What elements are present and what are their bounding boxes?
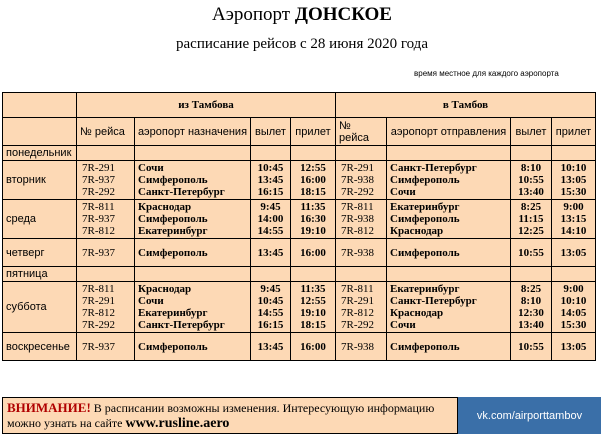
to-arrival-times-line: 14:10 — [560, 225, 587, 237]
schedule-row — [3, 146, 596, 161]
day-label: пятница — [3, 267, 77, 282]
to-departure-times-line: 12:30 — [518, 307, 544, 319]
to-arrival-times — [552, 200, 596, 239]
to-flight-numbers-line: 7R-811 — [341, 201, 374, 213]
col-destination-airport: аэропорт назначения — [135, 118, 251, 146]
col-flight-number: № рейса — [77, 118, 135, 146]
to-tambov-header: в Тамбов — [336, 93, 596, 118]
from-departure-times-line: 14:55 — [257, 307, 284, 319]
from-departure-times — [251, 146, 291, 161]
from-departure-times-line: 13:45 — [257, 174, 284, 186]
schedule-row — [3, 282, 596, 333]
from-arrival-times-line: 19:10 — [300, 307, 326, 319]
to-flight-numbers — [336, 239, 387, 267]
to-arrival-times-line: 10:10 — [560, 295, 587, 307]
from-destination-airports-line: Симферополь — [138, 340, 208, 353]
website-link[interactable]: www.rusline.aero — [125, 416, 230, 431]
to-origin-airports — [387, 200, 511, 239]
to-origin-airports-line: Екатеринбург — [390, 201, 460, 213]
to-origin-airports-line: Симферополь — [390, 340, 460, 353]
to-flight-numbers-line: 7R-812 — [341, 307, 374, 319]
to-flight-numbers — [336, 282, 387, 333]
to-origin-airports-line: Симферополь — [390, 174, 460, 186]
from-flight-numbers-line: 7R-812 — [82, 307, 115, 319]
from-arrival-times-line: 11:35 — [300, 283, 326, 295]
to-departure-times — [511, 282, 552, 333]
from-destination-airports-line: Сочи — [138, 162, 164, 174]
col-departure: вылет — [251, 118, 291, 146]
schedule-row — [3, 239, 596, 267]
to-arrival-times-line: 13:05 — [560, 340, 587, 353]
from-destination-airports — [135, 267, 251, 282]
to-departure-times — [511, 333, 552, 361]
to-origin-airports — [387, 239, 511, 267]
day-label: вторник — [3, 161, 77, 200]
to-arrival-times-line: 14:05 — [560, 307, 587, 319]
from-arrival-times — [291, 282, 336, 333]
to-arrival-times-line: 9:00 — [563, 283, 584, 295]
to-flight-numbers — [336, 161, 387, 200]
from-departure-times — [251, 239, 291, 267]
from-arrival-times-line: 16:00 — [300, 246, 326, 259]
to-origin-airports-line: Екатеринбург — [390, 283, 460, 295]
from-flight-numbers-line: 7R-937 — [82, 174, 115, 186]
to-origin-airports — [387, 282, 511, 333]
from-flight-numbers — [77, 333, 135, 361]
to-flight-numbers-line: 7R-938 — [341, 340, 374, 353]
to-origin-airports-line: Краснодар — [390, 225, 444, 237]
from-flight-numbers-line: 7R-811 — [82, 283, 115, 295]
from-flight-numbers-line: 7R-937 — [82, 340, 115, 353]
day-label: среда — [3, 200, 77, 239]
from-arrival-times-line: 11:35 — [300, 201, 326, 213]
to-flight-numbers — [336, 267, 387, 282]
from-departure-times-line: 13:45 — [257, 340, 284, 353]
from-flight-numbers — [77, 239, 135, 267]
from-destination-airports-line: Сочи — [138, 295, 164, 307]
to-flight-numbers — [336, 333, 387, 361]
from-departure-times — [251, 333, 291, 361]
from-flight-numbers — [77, 267, 135, 282]
to-departure-times-line: 10:55 — [518, 246, 544, 259]
day-label: суббота — [3, 282, 77, 333]
from-destination-airports-line: Симферополь — [138, 246, 208, 259]
to-origin-airports-line: Краснодар — [390, 307, 444, 319]
to-flight-numbers-line: 7R-292 — [341, 319, 374, 331]
from-flight-numbers-line: 7R-292 — [82, 319, 115, 331]
schedule-row — [3, 267, 596, 282]
from-destination-airports — [135, 161, 251, 200]
schedule-row — [3, 333, 596, 361]
warning-label: ВНИМАНИЕ! — [7, 400, 91, 415]
from-arrival-times — [291, 239, 336, 267]
col-origin-airport: аэропорт отправления — [387, 118, 511, 146]
from-arrival-times — [291, 146, 336, 161]
day-label: понедельник — [3, 146, 77, 161]
to-departure-times — [511, 161, 552, 200]
from-departure-times-line: 16:15 — [257, 186, 284, 198]
day-label: воскресенье — [3, 333, 77, 361]
from-flight-numbers-line: 7R-812 — [82, 225, 115, 237]
from-flight-numbers — [77, 282, 135, 333]
from-departure-times — [251, 200, 291, 239]
from-arrival-times — [291, 267, 336, 282]
from-departure-times-line: 13:45 — [257, 246, 284, 259]
to-departure-times-line: 10:55 — [518, 174, 544, 186]
to-origin-airports-line: Симферополь — [390, 246, 460, 259]
from-flight-numbers — [77, 200, 135, 239]
to-flight-numbers-line: 7R-292 — [341, 186, 374, 198]
schedule-table — [2, 92, 596, 361]
from-destination-airports — [135, 200, 251, 239]
to-origin-airports — [387, 161, 511, 200]
from-destination-airports — [135, 239, 251, 267]
to-flight-numbers-line: 7R-811 — [341, 283, 374, 295]
from-flight-numbers-line: 7R-292 — [82, 186, 115, 198]
to-departure-times-line: 13:40 — [518, 319, 544, 331]
from-destination-airports-line: Санкт-Петербург — [138, 319, 225, 331]
from-arrival-times-line: 16:00 — [300, 174, 326, 186]
from-destination-airports-line: Краснодар — [138, 283, 192, 295]
schedule-row — [3, 161, 596, 200]
to-arrival-times-line: 9:00 — [563, 201, 584, 213]
vk-link[interactable]: vk.com/airporttambov — [458, 397, 601, 434]
to-arrival-times — [552, 239, 596, 267]
to-arrival-times — [552, 333, 596, 361]
to-departure-times — [511, 239, 552, 267]
from-flight-numbers-line: 7R-291 — [82, 295, 115, 307]
from-arrival-times-line: 19:10 — [300, 225, 326, 237]
from-destination-airports-line: Симферополь — [138, 174, 208, 186]
to-flight-numbers-line: 7R-938 — [341, 174, 374, 186]
corner-cell — [3, 93, 77, 118]
from-flight-numbers-line: 7R-937 — [82, 213, 115, 225]
from-destination-airports-line: Симферополь — [138, 213, 208, 225]
from-arrival-times-line: 12:55 — [300, 295, 326, 307]
from-departure-times — [251, 282, 291, 333]
from-departure-times-line: 9:45 — [260, 201, 281, 213]
from-destination-airports-line: Краснодар — [138, 201, 192, 213]
from-flight-numbers — [77, 161, 135, 200]
from-flight-numbers-line: 7R-291 — [82, 162, 115, 174]
from-destination-airports-line: Екатеринбург — [138, 307, 208, 319]
to-flight-numbers-line: 7R-812 — [341, 225, 374, 237]
to-departure-times-line: 13:40 — [518, 186, 544, 198]
title-prefix: Аэропорт — [212, 4, 291, 25]
from-departure-times-line: 10:45 — [257, 162, 284, 174]
to-departure-times-line: 10:55 — [518, 340, 544, 353]
from-arrival-times-line: 16:00 — [300, 340, 326, 353]
to-departure-times — [511, 146, 552, 161]
to-flight-numbers-line: 7R-291 — [341, 162, 374, 174]
col-flight-number-return: № рейса — [336, 118, 387, 146]
to-origin-airports-line: Сочи — [390, 319, 416, 331]
from-destination-airports — [135, 146, 251, 161]
to-flight-numbers — [336, 200, 387, 239]
to-departure-times-line: 11:15 — [518, 213, 544, 225]
to-origin-airports — [387, 333, 511, 361]
notice-box — [2, 397, 458, 434]
to-departure-times-line: 8:10 — [520, 295, 542, 307]
from-departure-times — [251, 267, 291, 282]
from-flight-numbers-line: 7R-937 — [82, 246, 115, 259]
from-departure-times-line: 14:55 — [257, 225, 284, 237]
from-arrival-times-line: 18:15 — [300, 186, 326, 198]
from-arrival-times-line: 12:55 — [300, 162, 326, 174]
to-arrival-times-line: 13:15 — [560, 213, 587, 225]
to-flight-numbers-line: 7R-938 — [341, 213, 374, 225]
to-origin-airports — [387, 146, 511, 161]
col-arrival: прилет — [291, 118, 336, 146]
from-departure-times-line: 14:00 — [257, 213, 284, 225]
from-destination-airports-line: Санкт-Петербург — [138, 186, 225, 198]
to-departure-times-line: 8:25 — [520, 283, 542, 295]
to-arrival-times-line: 10:10 — [560, 162, 587, 174]
from-departure-times-line: 9:45 — [260, 283, 281, 295]
to-departure-times — [511, 267, 552, 282]
from-departure-times-line: 16:15 — [257, 319, 284, 331]
to-origin-airports — [387, 267, 511, 282]
to-arrival-times-line: 13:05 — [560, 246, 587, 259]
from-arrival-times-line: 16:30 — [300, 213, 326, 225]
to-flight-numbers-line: 7R-291 — [341, 295, 374, 307]
day-label: четверг — [3, 239, 77, 267]
from-arrival-times — [291, 161, 336, 200]
to-flight-numbers-line: 7R-938 — [341, 246, 374, 259]
to-arrival-times — [552, 282, 596, 333]
notice-text: В расписании возможны изменения. Интересующую информацию — [90, 401, 435, 415]
col-departure-return: вылет — [511, 118, 552, 146]
from-arrival-times-line: 18:15 — [300, 319, 326, 331]
from-departure-times-line: 10:45 — [257, 295, 284, 307]
to-arrival-times — [552, 146, 596, 161]
to-origin-airports-line: Симферополь — [390, 213, 460, 225]
from-arrival-times — [291, 333, 336, 361]
to-origin-airports-line: Санкт-Петербург — [390, 162, 477, 174]
from-destination-airports-line: Екатеринбург — [138, 225, 208, 237]
to-origin-airports-line: Сочи — [390, 186, 416, 198]
notice-text-2: можно узнать на сайте — [7, 416, 126, 430]
to-arrival-times-line: 15:30 — [560, 319, 587, 331]
from-arrival-times — [291, 200, 336, 239]
to-departure-times-line: 12:25 — [518, 225, 544, 237]
to-arrival-times — [552, 267, 596, 282]
from-tambov-header: из Тамбова — [77, 93, 336, 118]
to-arrival-times-line: 13:05 — [560, 174, 587, 186]
to-departure-times — [511, 200, 552, 239]
page-title — [0, 4, 604, 26]
to-flight-numbers — [336, 146, 387, 161]
to-arrival-times-line: 15:30 — [560, 186, 587, 198]
col-arrival-return: прилет — [552, 118, 596, 146]
from-destination-airports — [135, 282, 251, 333]
to-departure-times-line: 8:10 — [520, 162, 542, 174]
from-departure-times — [251, 161, 291, 200]
day-header-cell — [3, 118, 77, 146]
from-flight-numbers — [77, 146, 135, 161]
to-departure-times-line: 8:25 — [520, 201, 542, 213]
to-origin-airports-line: Санкт-Петербург — [390, 295, 477, 307]
from-destination-airports — [135, 333, 251, 361]
local-time-note: время местное для каждого аэропорта — [414, 69, 559, 78]
page-subtitle: расписание рейсов с 28 июня 2020 года — [176, 36, 428, 52]
from-flight-numbers-line: 7R-811 — [82, 201, 115, 213]
to-arrival-times — [552, 161, 596, 200]
schedule-row — [3, 200, 596, 239]
title-airport-name: ДОНСКОЕ — [294, 4, 392, 25]
